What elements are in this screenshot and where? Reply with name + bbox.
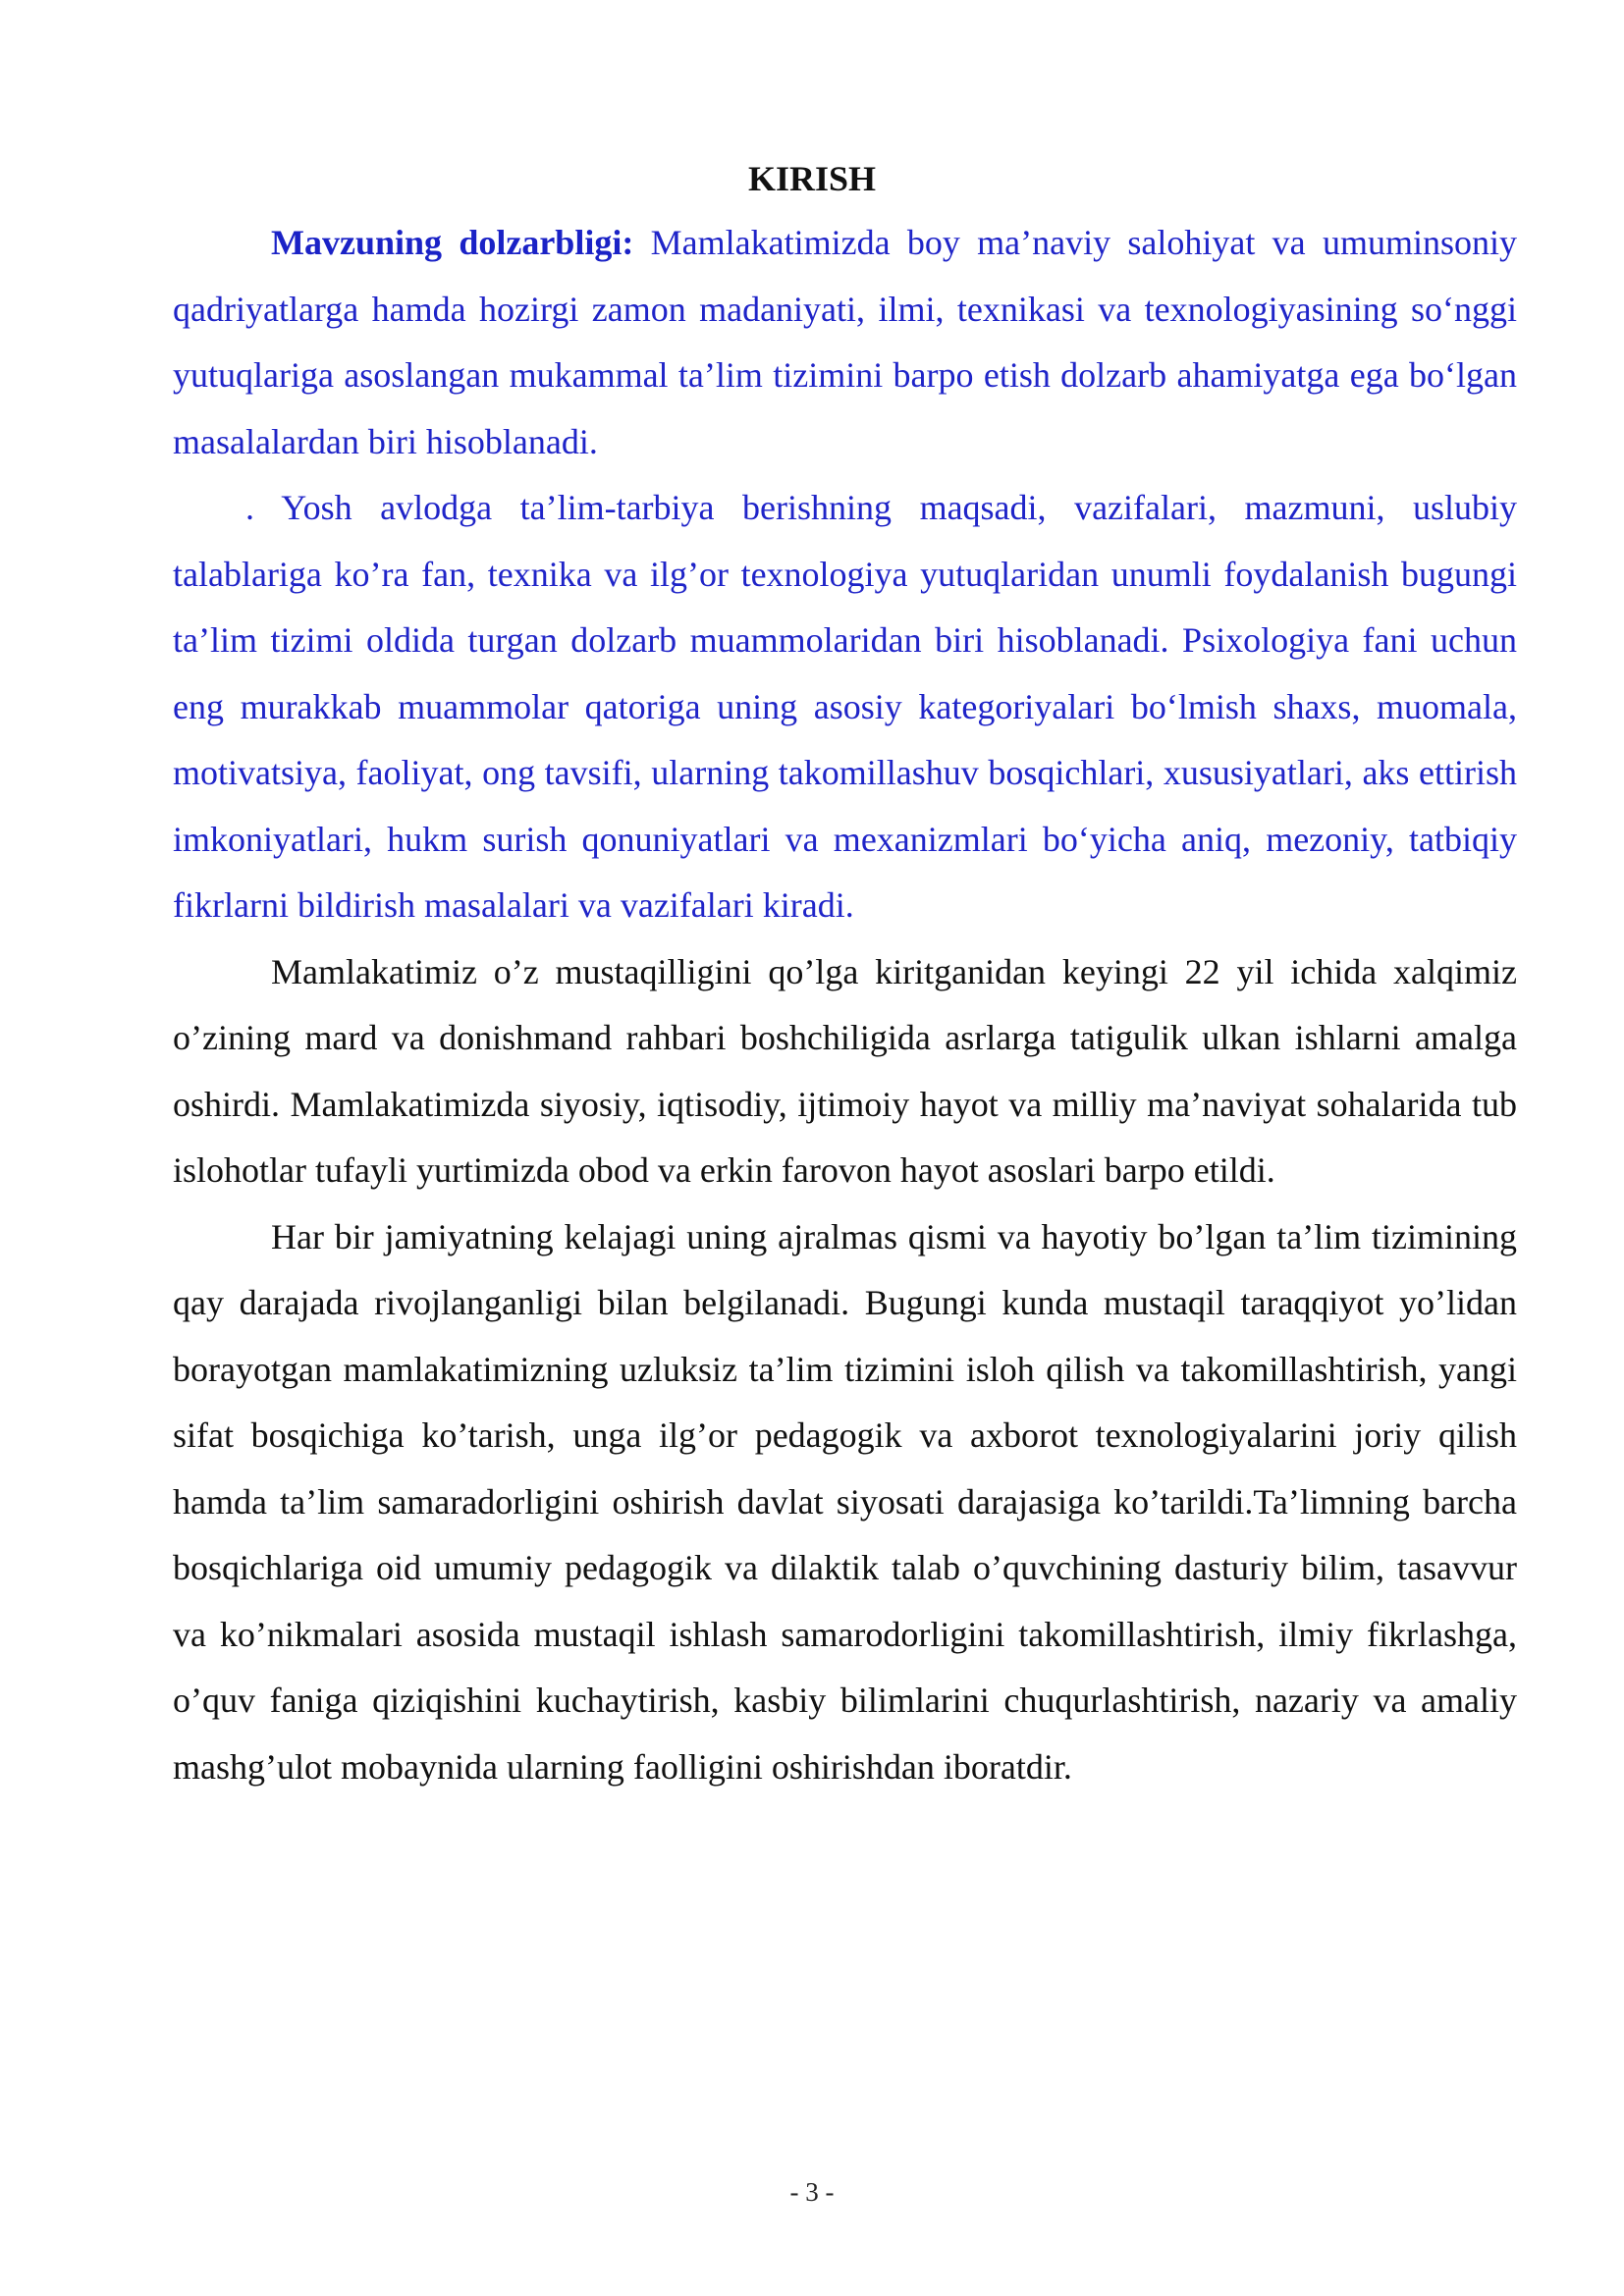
- paragraph-text: Har bir jamiyatning kelajagi uning ajralmas qismi va hayotiy bo’lgan ta’lim tizimining qay darajada rivojlanganligi bilan belgilanadi. Bugungi kunda mustaqil taraqqiyot yo’lidan borayotgan mamlakatimizning uzluksiz ta’lim tizimini isloh qilish va takomillashtirish, yangi sifat bosqichiga ko’tarish, unga ilg’or pedagogik va axborot texnologiyalarini joriy qilish hamda ta’lim samaradorligini oshirish davlat siyosati darajasiga ko’tarildi.Ta’limning barcha bosqichlariga oid umumiy pedagogik va dilaktik talab o’quvchining dasturiy bilim, tasavvur va ko’nikmalari asosida mustaqil ishlash samarodorligini takomillashtirish, ilmiy fikrlashga, o’quv faniga qiziqishini kuchaytirish, kasbiy bilimlarini chuqurlashtirish, nazariy va amaliy mashg’ulot mobaynida ularning faolligini oshirishdan iboratdir.: [173, 1216, 1517, 1787]
- page-number: - 3 -: [789, 2177, 835, 2207]
- paragraph-topic-relevance: [173, 210, 1517, 475]
- document-body: [173, 210, 1517, 1800]
- paragraph-text: Mamlakatimizda boy ma’naviy salohiyat va umuminsoniy qadriyatlarga hamda hozirgi zamon madaniyati, ilmi, texnikasi va texnologiyasining so‘nggi yutuqlariga asoslangan mukammal ta’lim tizimini barpo etish dolzarb ahamiyatga ega bo‘lgan masalalardan biri hisoblanadi.: [173, 223, 1517, 461]
- paragraph-independence: [173, 939, 1517, 1204]
- paragraph-text: . Yosh avlodga ta’lim-tarbiya berishning maqsadi, vazifalari, mazmuni, uslubiy talablariga ko’ra fan, texnika va ilg’or texnologiya yutuqlaridan unumli foydalanish bugungi ta’lim tizimi oldida turgan dolzarb muammolaridan biri hisoblanadi. Psixologiya fani uchun eng murakkab muammolar qatoriga uning asosiy kategoriyalari bo‘lmish shaxs, muomala, motivatsiya, faoliyat, ong tavsifi, ularning takomillashuv bosqichlari, xususiyatlari, aks ettirish imkoniyatlari, hukm surish qonuniyatlari va mexanizmlari bo‘yicha aniq, mezoniy, tatbiqiy fikrlarni bildirish masalalari va vazifalari kiradi.: [173, 488, 1517, 925]
- paragraph-lead-label: Mavzuning dolzarbligi:: [271, 223, 634, 262]
- paragraph-education-goals: [173, 475, 1517, 939]
- paragraph-education-system: [173, 1204, 1517, 1801]
- page-heading: KIRISH: [747, 159, 877, 198]
- paragraph-text: Mamlakatimiz o’z mustaqilligini qo’lga kiritganidan keyingi 22 yil ichida xalqimiz o’zining mard va donishmand rahbari boshchiligida asrlarga tatigulik ulkan ishlarni amalga oshirdi. Mamlakatimizda siyosiy, iqtisodiy, ijtimoiy hayot va milliy ma’naviyat sohalarida tub islohotlar tufayli yurtimizda obod va erkin farovon hayot asoslari barpo etildi.: [173, 951, 1517, 1190]
